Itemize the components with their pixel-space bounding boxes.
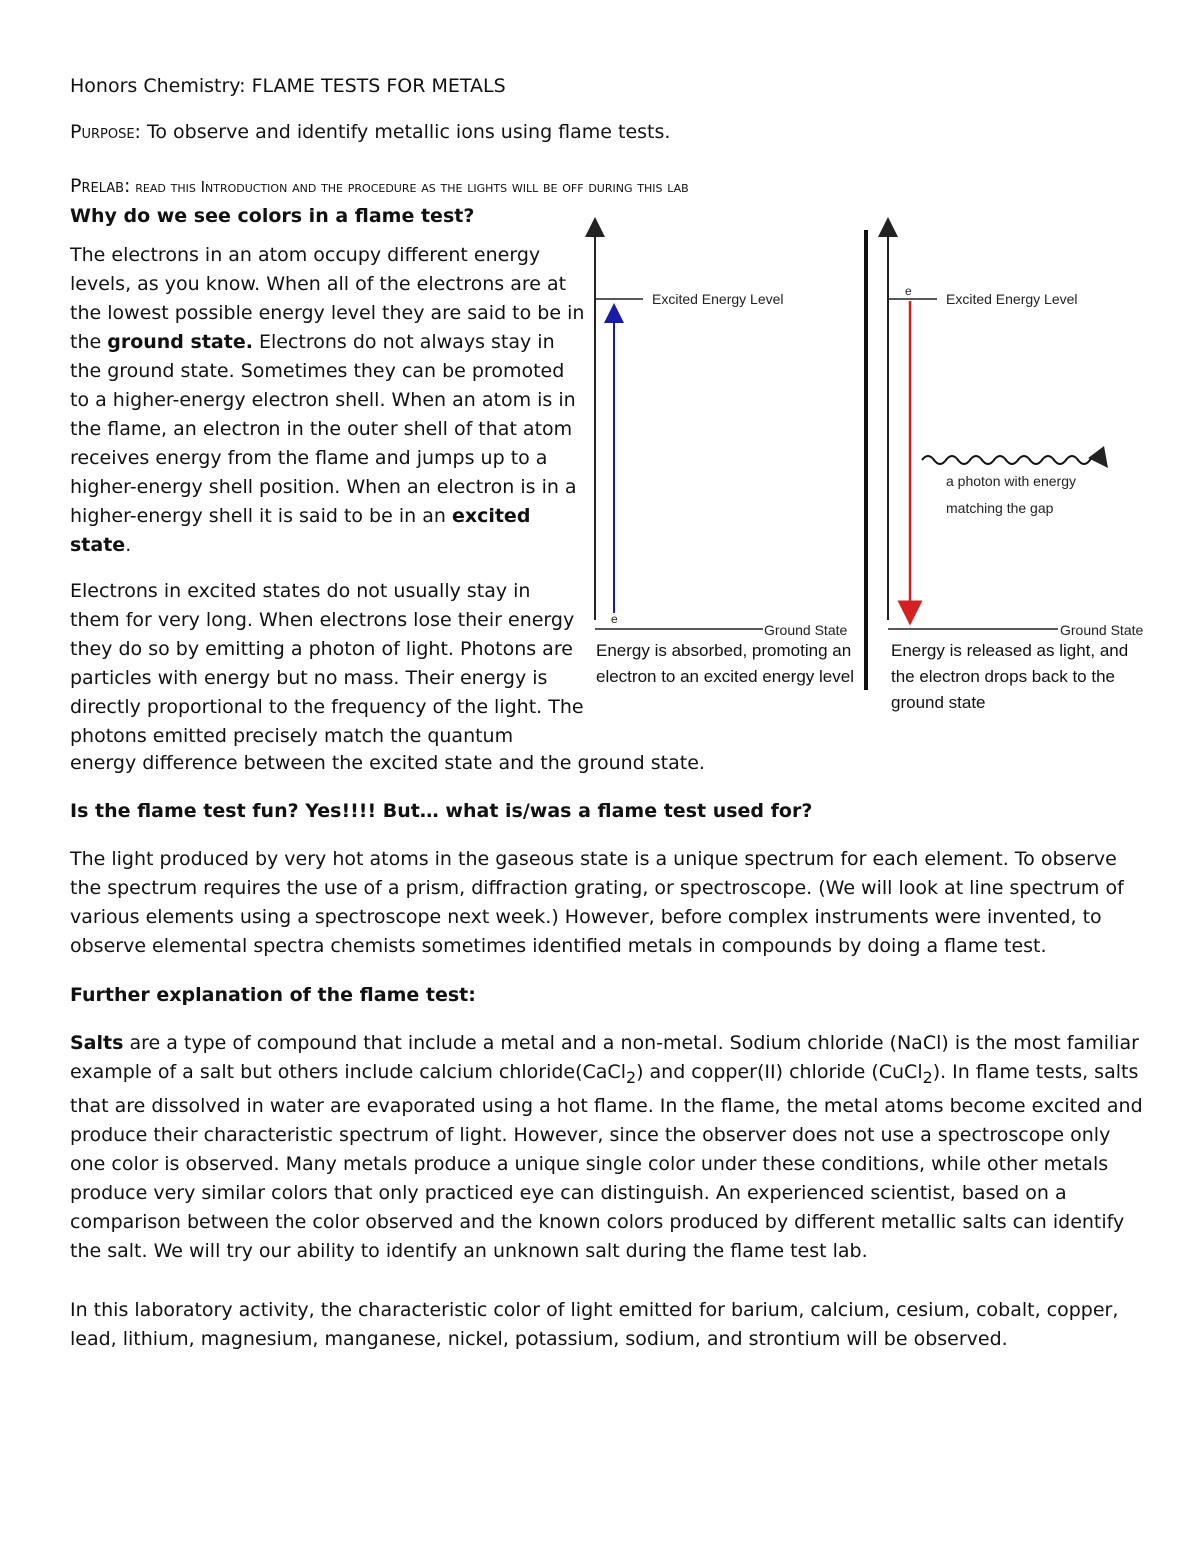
term-ground-state: ground state. (107, 331, 253, 353)
excited-level-label-right: Excited Energy Level (946, 291, 1078, 307)
p1-text-c: . (125, 534, 132, 556)
prelab-text: read this Introduction and the procedure as the lights will be off during this lab (130, 178, 689, 196)
p2-text: Electrons in excited states do not usually stay in them for very long. When electrons lose their energy they do so by emitting a photon of light. Photons are particles with energy but no mass. Their energy is directly proportional to the frequency of the light. The photons emitted precisely match the quantum (70, 580, 584, 747)
paragraph-energy-levels (70, 241, 585, 560)
electron-label-left: e (611, 612, 618, 626)
p4-text-a: are a type of compound that include a metal and a non-metal. Sodium chloride (NaCl) is the most familiar example of a salt but others include calcium chloride(CaCl (70, 1032, 1139, 1083)
p4-text-c: ). In flame tests, salts that are dissolved in water are evaporated using a hot flame. In the flame, the metal atoms become excited and produce their characteristic spectrum of light. However, since the observer does not use a spectroscope only one color is observed. Many metals produce a unique single color under these conditions, while other metals produce very similar colors that only practiced eye can distinguish. An experienced scientist, based on a comparison between the color observed and the known colors produced by different metallic salts can identify the salt. We will try our ability to identify an unknown salt during the flame test lab. (70, 1061, 1143, 1262)
heading-why-colors: Why do we see colors in a flame test? (70, 205, 475, 227)
photon-wave-icon (922, 456, 1102, 464)
paragraph-spectrum: The light produced by very hot atoms in the gaseous state is a unique spectrum for each element. To observe the spectrum requires the use of a prism, diffraction grating, or spectroscope. (We will look at line spectrum of various elements using a spectroscope next week.) However, before complex instruments were invented, to observe elemental spectra chemists sometimes identified metals in compounds by doing a flame test. (70, 848, 1124, 957)
emission-panel (888, 227, 1143, 638)
subscript-2-cucl: 2 (922, 1067, 933, 1087)
purpose-line (70, 118, 670, 147)
prelab-label: Prelab: (70, 175, 131, 197)
absorption-caption: Energy is absorbed, promoting an electron to an excited energy level (596, 641, 854, 686)
heading-flame-test-use: Is the flame test fun? Yes!!!! But… what is/was a flame test used for? (70, 800, 813, 822)
heading-further-explanation: Further explanation of the flame test: (70, 984, 476, 1006)
term-excited-state: excited state (70, 505, 531, 556)
ground-level-label-left: Ground State (764, 622, 848, 638)
paragraph-elements-list: In this laboratory activity, the characteristic color of light emitted for barium, calcium, cesium, cobalt, copper, lead, lithium, magnesium, manganese, nickel, potassium, sodium, and strontium will be observed. (70, 1299, 1119, 1350)
ground-level-label-right: Ground State (1060, 622, 1144, 638)
p4-text-b: ) and copper(II) chloride (CuCl (636, 1061, 923, 1083)
page-title: Honors Chemistry: FLAME TESTS FOR METALS (70, 75, 506, 97)
excited-level-label-left: Excited Energy Level (652, 291, 784, 307)
p1-text-b: Electrons do not always stay in the ground state. Sometimes they can be promoted to a higher-energy electron shell. When an atom is in the flame, an electron in the outer shell of that atom receives energy from the flame and jumps up to a higher-energy shell position. When an electron is in a higher-energy shell it is said to be in an (70, 331, 577, 527)
emission-caption: Energy is released as light, and the electron drops back to the ground state (891, 641, 1129, 712)
paragraph-photons (70, 577, 585, 751)
purpose-text: To observe and identify metallic ions using flame tests. (140, 121, 671, 143)
paragraph-salts (70, 1029, 1145, 1266)
electron-label-right: e (905, 284, 912, 298)
term-salts: Salts (70, 1032, 124, 1054)
paragraph-photons-tail: energy difference between the excited state and the ground state. (70, 752, 705, 774)
photon-label-line1: a photon with energy (946, 473, 1076, 489)
photon-label-line2: matching the gap (946, 500, 1054, 516)
prelab-line (70, 175, 689, 198)
subscript-2-cacl: 2 (625, 1067, 637, 1087)
purpose-label: Purpose: (70, 121, 141, 143)
p1-text-a: The electrons in an atom occupy different energy levels, as you know. When all of the electrons are at the lowest possible energy level they are said to be in the (70, 244, 585, 353)
absorption-panel (595, 227, 847, 638)
